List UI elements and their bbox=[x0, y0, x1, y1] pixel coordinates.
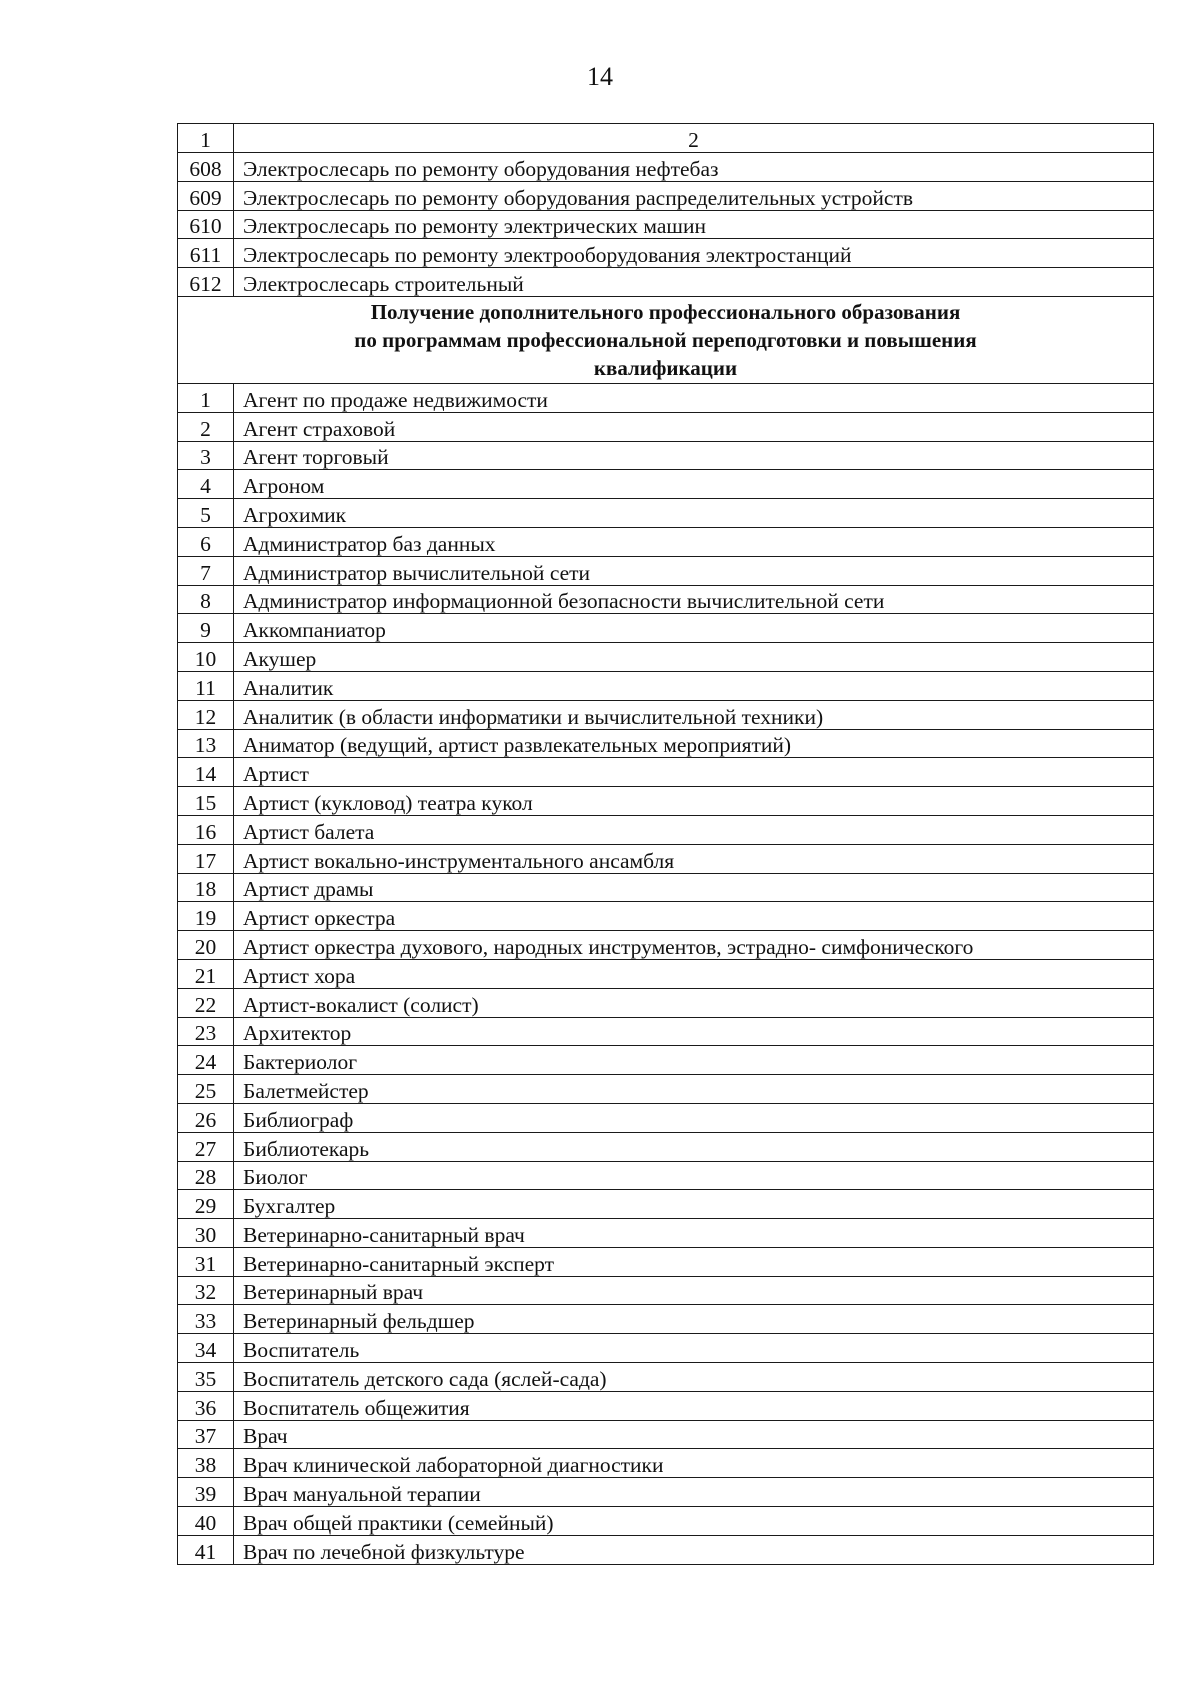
row-name: Воспитатель общежития bbox=[234, 1391, 1154, 1420]
row-number: 14 bbox=[178, 758, 234, 787]
row-number: 4 bbox=[178, 470, 234, 499]
row-name: Артист-вокалист (солист) bbox=[234, 988, 1154, 1017]
row-name: Аниматор (ведущий, артист развлекательных мероприятий) bbox=[234, 729, 1154, 758]
table-body bbox=[178, 124, 1154, 1565]
column-header-name: 2 bbox=[234, 124, 1154, 153]
row-name: Врач bbox=[234, 1420, 1154, 1449]
table-row bbox=[178, 383, 1154, 412]
row-number: 15 bbox=[178, 787, 234, 816]
column-header-row bbox=[178, 124, 1154, 153]
row-name: Балетмейстер bbox=[234, 1075, 1154, 1104]
row-name: Врач клинической лабораторной диагностики bbox=[234, 1449, 1154, 1478]
row-name: Администратор вычислительной сети bbox=[234, 556, 1154, 585]
table-row bbox=[178, 815, 1154, 844]
table-row bbox=[178, 729, 1154, 758]
professions-table bbox=[177, 123, 1154, 1565]
row-number: 38 bbox=[178, 1449, 234, 1478]
column-header-num: 1 bbox=[178, 124, 234, 153]
row-name: Артист bbox=[234, 758, 1154, 787]
table-row bbox=[178, 1478, 1154, 1507]
table-row bbox=[178, 153, 1154, 182]
table-row bbox=[178, 441, 1154, 470]
row-number: 6 bbox=[178, 527, 234, 556]
row-name: Ветеринарно-санитарный врач bbox=[234, 1219, 1154, 1248]
row-name: Электрослесарь по ремонту оборудования нефтебаз bbox=[234, 153, 1154, 182]
table-row bbox=[178, 1391, 1154, 1420]
table-row bbox=[178, 643, 1154, 672]
row-name: Архитектор bbox=[234, 1017, 1154, 1046]
table-row bbox=[178, 239, 1154, 268]
table-row bbox=[178, 1363, 1154, 1392]
row-number: 5 bbox=[178, 499, 234, 528]
table-row bbox=[178, 931, 1154, 960]
row-number: 35 bbox=[178, 1363, 234, 1392]
table-row bbox=[178, 1449, 1154, 1478]
row-number: 27 bbox=[178, 1132, 234, 1161]
row-name: Агрохимик bbox=[234, 499, 1154, 528]
row-name: Артист драмы bbox=[234, 873, 1154, 902]
row-name: Артист оркестра bbox=[234, 902, 1154, 931]
row-number: 7 bbox=[178, 556, 234, 585]
page-number: 14 bbox=[587, 62, 613, 91]
table-row bbox=[178, 1046, 1154, 1075]
table-row bbox=[178, 787, 1154, 816]
table-row bbox=[178, 873, 1154, 902]
row-name: Агент торговый bbox=[234, 441, 1154, 470]
row-number: 26 bbox=[178, 1103, 234, 1132]
row-number: 28 bbox=[178, 1161, 234, 1190]
table-row bbox=[178, 556, 1154, 585]
row-number: 40 bbox=[178, 1507, 234, 1536]
section-heading-line: Получение дополнительного профессионального образования bbox=[370, 299, 961, 324]
row-number: 39 bbox=[178, 1478, 234, 1507]
row-number: 611 bbox=[178, 239, 234, 268]
table-row bbox=[178, 1305, 1154, 1334]
section-heading bbox=[178, 296, 1154, 383]
table-row bbox=[178, 499, 1154, 528]
table-row bbox=[178, 1161, 1154, 1190]
table-row bbox=[178, 1420, 1154, 1449]
row-number: 2 bbox=[178, 412, 234, 441]
row-name: Воспитатель bbox=[234, 1334, 1154, 1363]
table-row bbox=[178, 1535, 1154, 1564]
row-name: Агент страховой bbox=[234, 412, 1154, 441]
row-name: Библиограф bbox=[234, 1103, 1154, 1132]
table-row bbox=[178, 210, 1154, 239]
row-number: 25 bbox=[178, 1075, 234, 1104]
section-heading-line: по программам профессиональной переподготовки и повышения bbox=[354, 327, 977, 352]
table-row bbox=[178, 268, 1154, 297]
row-name: Библиотекарь bbox=[234, 1132, 1154, 1161]
table-row bbox=[178, 1247, 1154, 1276]
row-name: Электрослесарь строительный bbox=[234, 268, 1154, 297]
row-number: 29 bbox=[178, 1190, 234, 1219]
row-number: 10 bbox=[178, 643, 234, 672]
table-row bbox=[178, 1219, 1154, 1248]
table-row bbox=[178, 470, 1154, 499]
row-name: Ветеринарный врач bbox=[234, 1276, 1154, 1305]
table-row bbox=[178, 988, 1154, 1017]
row-name: Агент по продаже недвижимости bbox=[234, 383, 1154, 412]
table-row bbox=[178, 671, 1154, 700]
row-number: 34 bbox=[178, 1334, 234, 1363]
row-number: 18 bbox=[178, 873, 234, 902]
row-number: 610 bbox=[178, 210, 234, 239]
table-row bbox=[178, 959, 1154, 988]
row-number: 16 bbox=[178, 815, 234, 844]
row-number: 37 bbox=[178, 1420, 234, 1449]
row-name: Агроном bbox=[234, 470, 1154, 499]
row-name: Артист (кукловод) театра кукол bbox=[234, 787, 1154, 816]
table-row bbox=[178, 700, 1154, 729]
row-name: Врач мануальной терапии bbox=[234, 1478, 1154, 1507]
row-number: 612 bbox=[178, 268, 234, 297]
row-number: 3 bbox=[178, 441, 234, 470]
row-number: 22 bbox=[178, 988, 234, 1017]
table-row bbox=[178, 758, 1154, 787]
section-heading-row bbox=[178, 296, 1154, 383]
row-number: 41 bbox=[178, 1535, 234, 1564]
table-row bbox=[178, 527, 1154, 556]
row-name: Электрослесарь по ремонту электрических машин bbox=[234, 210, 1154, 239]
row-name: Аналитик (в области информатики и вычислительной техники) bbox=[234, 700, 1154, 729]
table-row bbox=[178, 614, 1154, 643]
row-name: Бактериолог bbox=[234, 1046, 1154, 1075]
row-number: 33 bbox=[178, 1305, 234, 1334]
table-row bbox=[178, 1334, 1154, 1363]
row-name: Аналитик bbox=[234, 671, 1154, 700]
row-name: Ветеринарно-санитарный эксперт bbox=[234, 1247, 1154, 1276]
row-number: 12 bbox=[178, 700, 234, 729]
row-name: Врач общей практики (семейный) bbox=[234, 1507, 1154, 1536]
row-name: Администратор баз данных bbox=[234, 527, 1154, 556]
table-row bbox=[178, 412, 1154, 441]
table-row bbox=[178, 585, 1154, 614]
row-name: Акушер bbox=[234, 643, 1154, 672]
table-row bbox=[178, 1075, 1154, 1104]
row-name: Артист хора bbox=[234, 959, 1154, 988]
row-name: Администратор информационной безопасности вычислительной сети bbox=[234, 585, 1154, 614]
row-name: Артист вокально-инструментального ансамбля bbox=[234, 844, 1154, 873]
table-row bbox=[178, 1507, 1154, 1536]
section-heading-line: квалификации bbox=[593, 355, 738, 380]
table-row bbox=[178, 844, 1154, 873]
row-number: 21 bbox=[178, 959, 234, 988]
row-name: Артист оркестра духового, народных инструментов, эстрадно- симфонического bbox=[234, 931, 1154, 960]
row-number: 1 bbox=[178, 383, 234, 412]
row-number: 24 bbox=[178, 1046, 234, 1075]
row-number: 19 bbox=[178, 902, 234, 931]
row-number: 608 bbox=[178, 153, 234, 182]
row-number: 9 bbox=[178, 614, 234, 643]
row-name: Воспитатель детского сада (яслей-сада) bbox=[234, 1363, 1154, 1392]
row-name: Артист балета bbox=[234, 815, 1154, 844]
row-name: Врач по лечебной физкультуре bbox=[234, 1535, 1154, 1564]
row-number: 13 bbox=[178, 729, 234, 758]
table-row bbox=[178, 1132, 1154, 1161]
row-number: 8 bbox=[178, 585, 234, 614]
row-number: 32 bbox=[178, 1276, 234, 1305]
row-name: Ветеринарный фельдшер bbox=[234, 1305, 1154, 1334]
row-number: 609 bbox=[178, 181, 234, 210]
row-name: Биолог bbox=[234, 1161, 1154, 1190]
table-row bbox=[178, 1276, 1154, 1305]
row-number: 11 bbox=[178, 671, 234, 700]
row-name: Электрослесарь по ремонту электрооборудования электростанций bbox=[234, 239, 1154, 268]
row-number: 30 bbox=[178, 1219, 234, 1248]
row-number: 36 bbox=[178, 1391, 234, 1420]
row-number: 31 bbox=[178, 1247, 234, 1276]
row-number: 17 bbox=[178, 844, 234, 873]
row-number: 20 bbox=[178, 931, 234, 960]
table-row bbox=[178, 1103, 1154, 1132]
row-name: Электрослесарь по ремонту оборудования распределительных устройств bbox=[234, 181, 1154, 210]
table-row bbox=[178, 1017, 1154, 1046]
table-row bbox=[178, 181, 1154, 210]
row-name: Бухгалтер bbox=[234, 1190, 1154, 1219]
table-row bbox=[178, 1190, 1154, 1219]
table-row bbox=[178, 902, 1154, 931]
row-name: Аккомпаниатор bbox=[234, 614, 1154, 643]
row-number: 23 bbox=[178, 1017, 234, 1046]
